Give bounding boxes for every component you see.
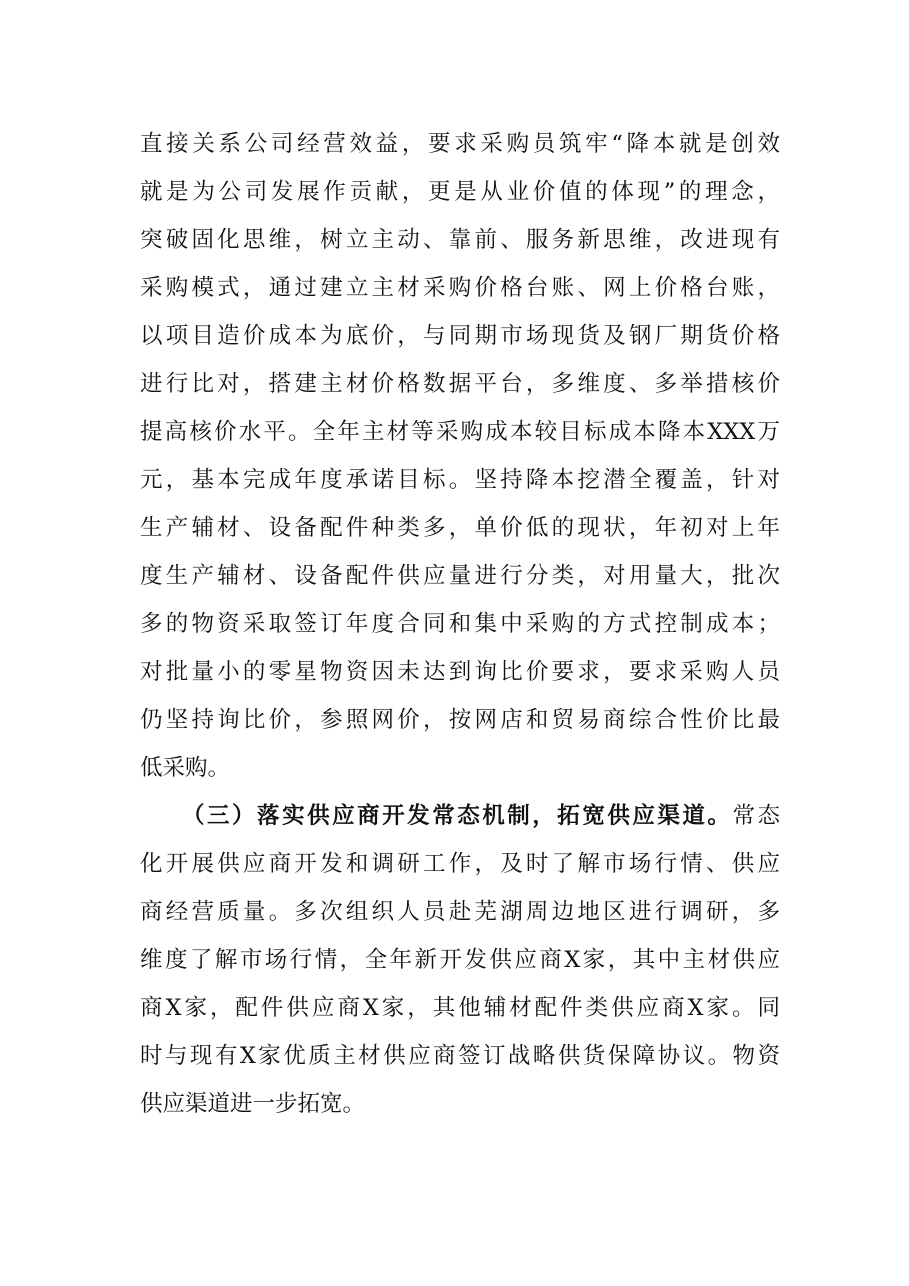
text-line: 生产辅材、设备配件种类多，单价低的现状，年初对上年 xyxy=(140,515,780,541)
text-line: 商X家，配件供应商X家，其他辅材配件类供应商X家。同 xyxy=(140,995,780,1021)
text-line: 就是为公司发展作贡献，更是从业价值的体现”的理念， xyxy=(140,179,780,205)
text-line: 时与现有X家优质主材供应商签订战略供货保障协议。物资 xyxy=(140,1043,780,1069)
text-line: 对批量小的零星物资因未达到询比价要求，要求采购人员 xyxy=(140,659,780,685)
paragraph-supplier-development xyxy=(140,792,780,1128)
text-line: 供应渠道进一步拓宽。 xyxy=(140,1091,366,1117)
text-line: 商经营质量。多次组织人员赴芜湖周边地区进行调研，多 xyxy=(140,899,780,925)
text-line: 维度了解市场行情，全年新开发供应商X家，其中主材供应 xyxy=(140,947,780,973)
text-line: 化开展供应商开发和调研工作，及时了解市场行情、供应 xyxy=(140,851,780,877)
text-line: 元，基本完成年度承诺目标。坚持降本挖潜全覆盖，针对 xyxy=(140,467,780,493)
section-heading: （三）落实供应商开发常态机制，拓宽供应渠道。 xyxy=(182,803,733,829)
text-line: 采购模式，通过建立主材采购价格台账、网上价格台账， xyxy=(140,275,780,301)
document-body xyxy=(140,120,780,1128)
paragraph-cost-reduction xyxy=(140,120,780,792)
text-line: 提高核价水平。全年主材等采购成本较目标成本降本XXX万 xyxy=(140,419,780,445)
section-heading-line xyxy=(140,792,780,840)
text-line: 多的物资采取签订年度合同和集中采购的方式控制成本； xyxy=(140,611,780,637)
text-line: 突破固化思维，树立主动、靠前、服务新思维，改进现有 xyxy=(140,227,780,253)
text-line: 进行比对，搭建主材价格数据平台，多维度、多举措核价 xyxy=(140,371,780,397)
text-line: 仍坚持询比价，参照网价，按网店和贸易商综合性价比最 xyxy=(140,707,780,733)
text-line: 直接关系公司经营效益，要求采购员筑牢“降本就是创效 xyxy=(140,131,780,157)
text-line: 度生产辅材、设备配件供应量进行分类，对用量大，批次 xyxy=(140,563,780,589)
text-line: 以项目造价成本为底价，与同期市场现货及钢厂期货价格 xyxy=(140,323,780,349)
heading-line-text: 常态 xyxy=(732,803,780,829)
text-line: 低采购。 xyxy=(140,755,231,781)
